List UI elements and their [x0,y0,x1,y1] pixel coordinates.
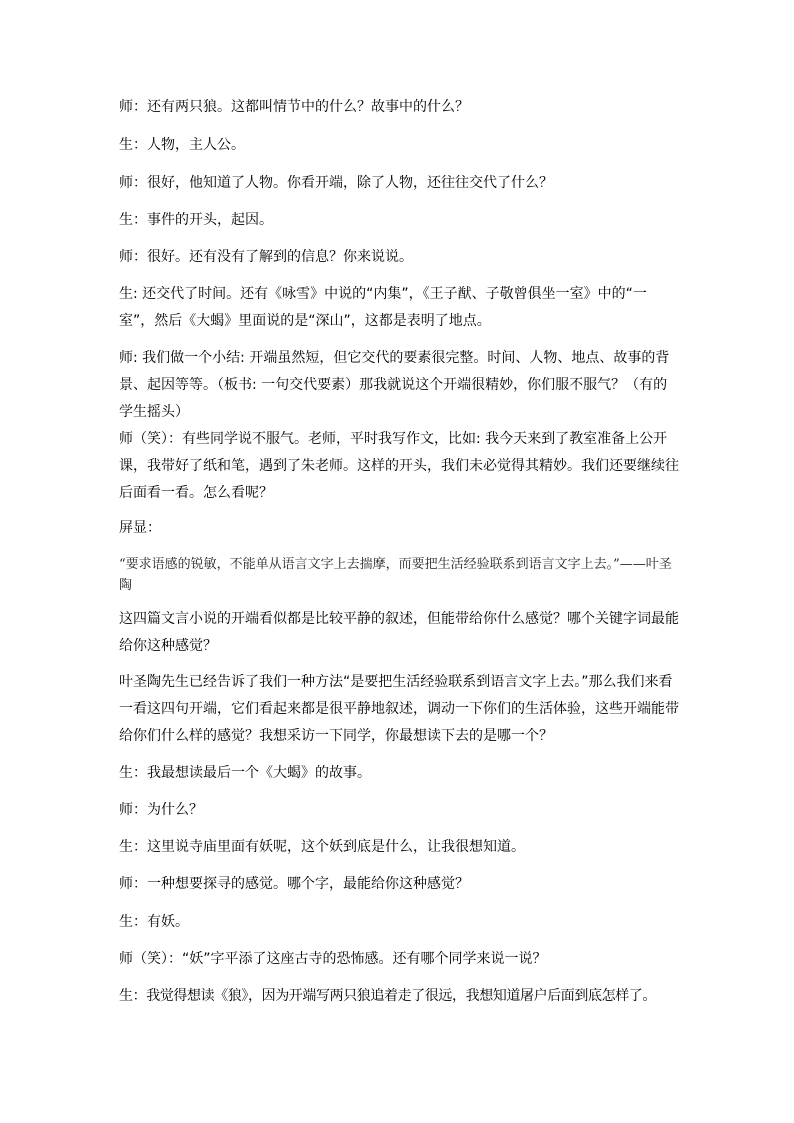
dialogue-paragraph: 师（笑）：“妖”字平添了这座古寺的恐怖感。还有哪个同学来说一说？ [119,951,547,967]
dialogue-paragraph: 这四篇文言小说的开端看似都是比较平静的叙述，但能带给你什么感觉？哪个关键字词最能给你这种感觉？ [119,611,679,654]
dialogue-paragraph: 师：一种想要探寻的感觉。哪个字，最能给你这种感觉？ [119,876,469,892]
dialogue-paragraph: 生：我最想读最后一个《大蝎》的故事。 [119,765,371,781]
dialogue-paragraph: 叶圣陶先生已经告诉了我们一种方法“是要把生活经验联系到语言文字上去。”那么我们来看一看这四句开端，它们看起来都是很平静地叙述，调动一下你们的生活体验，这些开端能带给你们什么样的感觉？我想采访一下同学，你最想读下去的是哪一个？ [119,674,679,744]
section-label: 屏显： [119,520,161,536]
dialogue-paragraph: 生：我觉得想读《狼》，因为开端写两只狼追着走了很远，我想知道屠户后面到底怎样了。 [119,988,656,1004]
dialogue-paragraph: 生：人物，主人公。 [119,137,245,153]
dialogue-paragraph: 师：为什么？ [119,802,203,818]
quote-block: “要求语感的锐敏，不能单从语言文字上去揣摩，而要把生活经验联系到语言文字上去。”——叶圣陶 [119,557,672,593]
dialogue-paragraph: 生：事件的开头，起因。 [119,212,273,228]
dialogue-paragraph: 师：很好。还有没有了解到的信息？你来说说。 [119,249,413,265]
dialogue-paragraph: 生：这里说寺庙里面有妖呢，这个妖到底是什么，让我很想知道。 [119,839,525,855]
dialogue-paragraph: 师：很好，他知道了人物。你看开端，除了人物，还往往交代了什么？ [119,175,553,191]
dialogue-paragraph: 生: 还交代了时间。还有《咏雪》中说的“内集”，《王子猷、子敬曾俱坐一室》中的“一室”，然后《大蝎》里面说的是“深山”，这都是表明了地点。 [119,286,647,329]
dialogue-paragraph: 师：还有两只狼。这都叫情节中的什么？故事中的什么？ [119,99,469,115]
dialogue-paragraph: 师: 我们做一个小结: 开端虽然短，但它交代的要素很完整。时间、人物、地点、故事的背景、起因等等。（板书: 一句交代要素）那我就说这个开端很精妙，你们服不服气？（有的学生摇头） [119,350,670,420]
dialogue-paragraph: 生：有妖。 [119,914,189,930]
dialogue-paragraph: 师（笑）：有些同学说不服气。老师，平时我写作文，比如: 我今天来到了教室准备上公开课，我带好了纸和笔，遇到了朱老师。这样的开头，我们未必觉得其精妙。我们还要继续往后面看一看。怎么看呢？ [119,431,679,501]
